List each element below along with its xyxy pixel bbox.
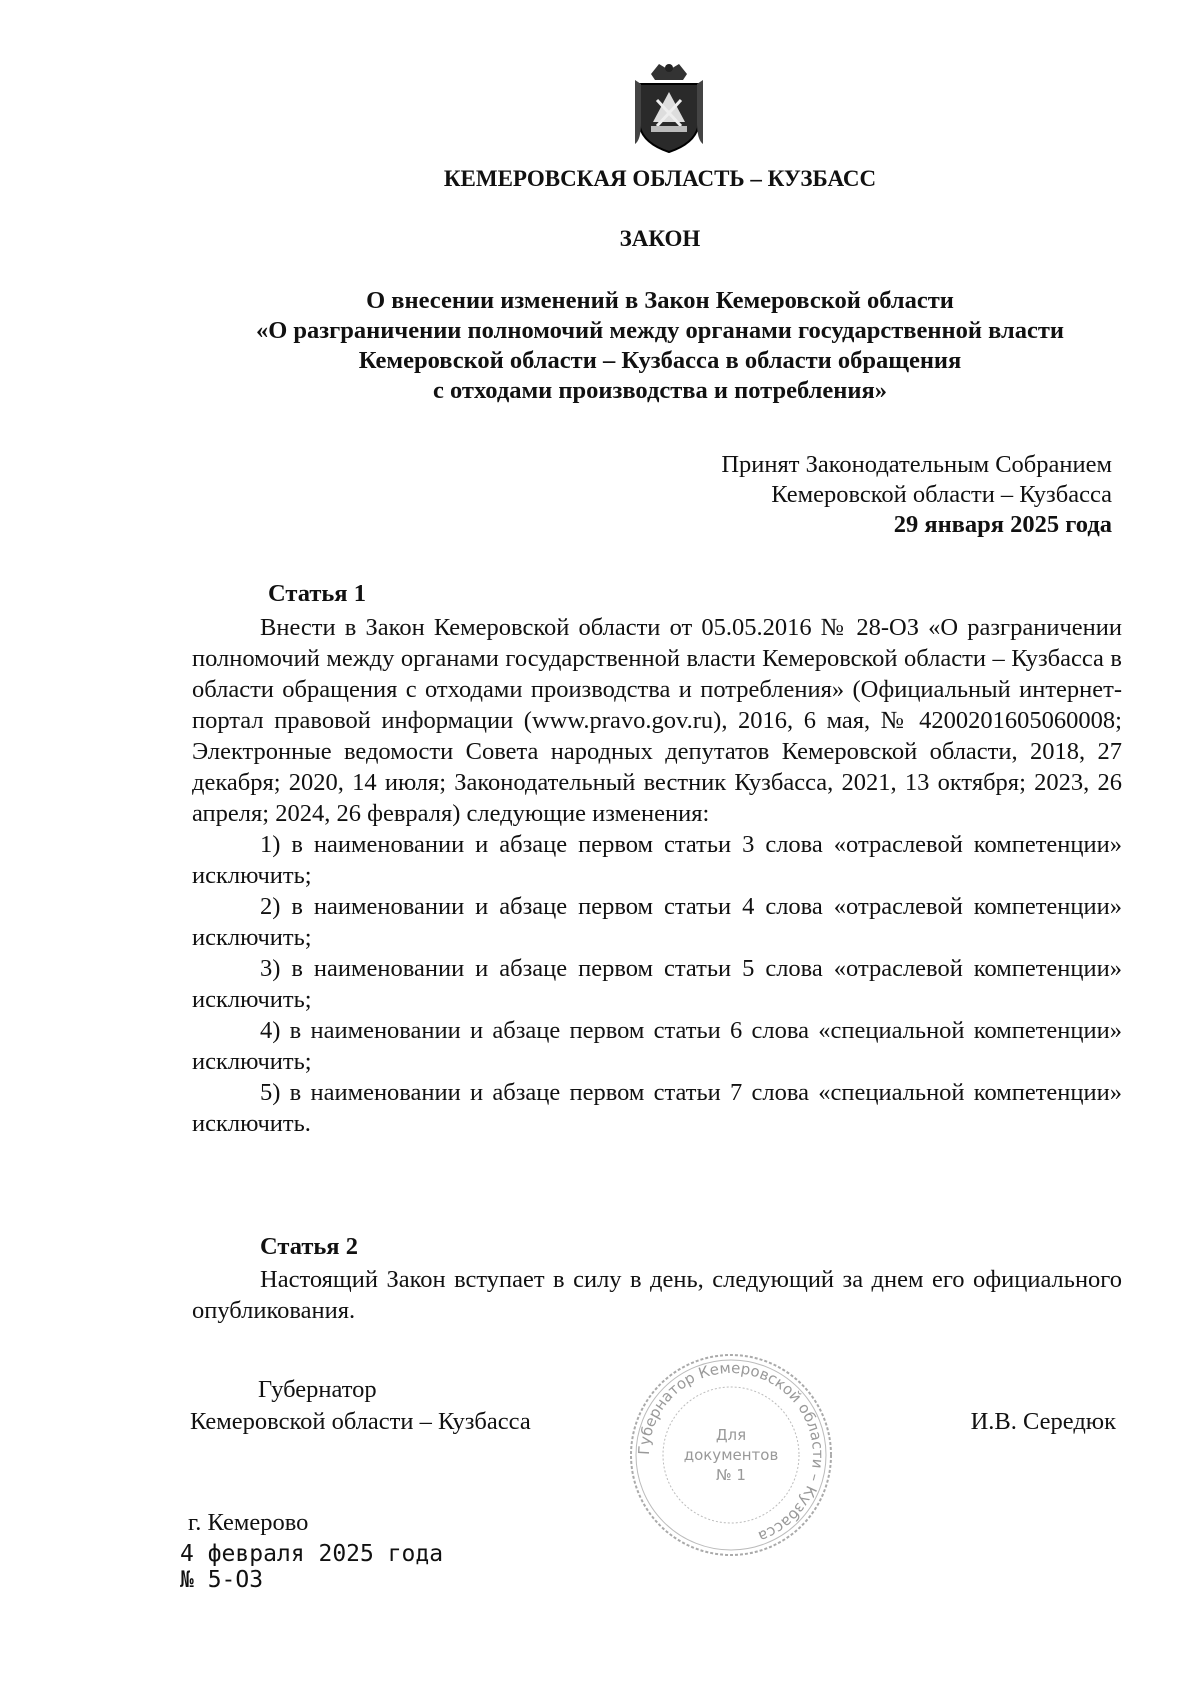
title-line: «О разграничении полномочий между органами государственной власти [256,317,1064,344]
list-item: 2) в наименовании и абзаце первом статьи 4 слова «отраслевой компетенции» исключить; [192,893,1122,951]
article-2-text: Настоящий Закон вступает в силу в день, следующий за днем его официального опубликования. [192,1266,1122,1324]
registration-number: № 5-ОЗ [180,1567,264,1593]
article-1-body [192,612,1122,1139]
official-seal [626,1350,836,1560]
signing-place: г. Кемерово [188,1509,309,1536]
seal-center-line: Для [715,1426,747,1444]
adoption-block [721,450,1112,540]
article-2-body [192,1264,1122,1326]
title-line: Кемеровской области – Кузбасса в области обращения [358,347,962,374]
adoption-line: Кемеровской области – Кузбасса [771,481,1112,508]
list-item: 1) в наименовании и абзаце первом статьи 3 слова «отраслевой компетенции» исключить; [192,831,1122,889]
title-line: О внесении изменений в Закон Кемеровской области [366,287,954,314]
list-item: 4) в наименовании и абзаце первом статьи 6 слова «специальной компетенции» исключить; [192,1017,1122,1075]
signatory-name: И.В. Середюк [970,1408,1116,1435]
seal-center-line: документов [683,1446,779,1464]
title-line: с отходами производства и потребления» [433,377,887,404]
amendment-list [192,829,1122,1139]
region-heading: КЕМЕРОВСКАЯ ОБЛАСТЬ – КУЗБАСС [443,166,877,191]
registration-date: 4 февраля 2025 года [180,1541,444,1567]
article-2-heading: Статья 2 [260,1233,358,1260]
list-item: 5) в наименовании и абзаце первом статьи 7 слова «специальной компетенции» исключить. [192,1079,1122,1137]
seal-center-line: № 1 [716,1466,746,1484]
list-item: 3) в наименовании и абзаце первом статьи 5 слова «отраслевой компетенции» исключить; [192,955,1122,1013]
signatory-region: Кемеровской области – Кузбасса [190,1408,531,1435]
coat-of-arms-icon [631,60,707,154]
seal-ring-text: Губернатор Кемеровской области – Кузбасса [634,1358,828,1546]
law-title [190,286,1130,406]
adoption-date: 29 января 2025 года [893,511,1112,538]
signatory-title: Губернатор [258,1376,377,1403]
article-1-heading: Статья 1 [268,580,366,607]
document-type: ЗАКОН [619,226,701,251]
article-1-intro: Внести в Закон Кемеровской области от 05.05.2016 № 28-ОЗ «О разграничении полномочий между органами государственной власти Кемеровской области – Кузбасса в области обращения с отходами производства и потребления» (Официальный интернет-портал правовой информации (www.pravo.gov.ru), 2016, 6 мая, № 4200201605060008; Электронные ведомости Совета народных депутатов Кемеровской области, 2018, 27 декабря; 2020, 14 июля; Законодательный вестник Кузбасса, 2021, 13 октября; 2023, 26 апреля; 2024, 26 февраля) следующие изменения: [192,614,1122,827]
adoption-line: Принят Законодательным Собранием [721,451,1112,478]
